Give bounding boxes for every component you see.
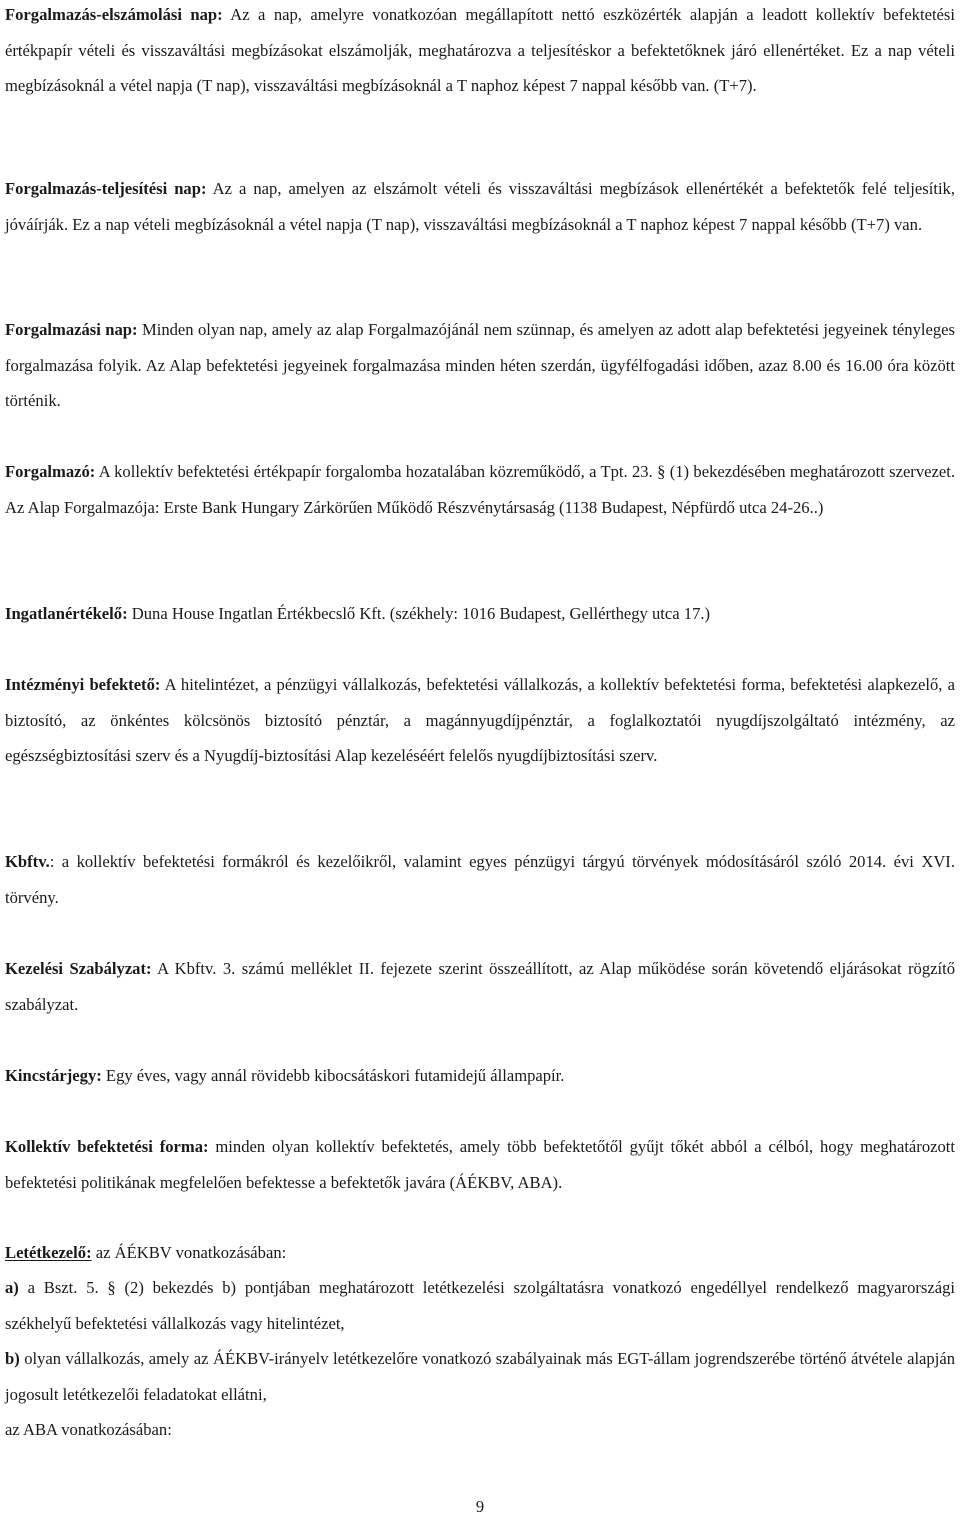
list-item-text: a Bszt. 5. § (2) bekezdés b) pontjában meghatározott letétkezelési szolgáltatásra vonatkozó engedéllyel rendelkező magyarországi székhelyű befektetési vállalkozás vagy hitelintézet, [5,1278,955,1333]
definition-text: minden olyan kollektív befektetés, amely több befektetőtől gyűjt tőkét abból a célból, hogy meghatározott befektetési politikának megfelelően befektesse a befektetők javára (ÁÉKBV, ABA). [5,1137,955,1192]
definition-letetkezelo [5,1235,955,1271]
definition-term: Kollektív befektetési forma: [5,1137,209,1156]
definition-kollektiv-befektetesi-forma [5,1129,955,1200]
definition-text: Egy éves, vagy annál rövidebb kibocsátáskori futamidejű állampapír. [101,1066,565,1085]
definition-term: Kbftv. [5,852,50,871]
definition-term: Kincstárjegy: [5,1066,102,1085]
definition-kincstarjegy [5,1058,955,1094]
definition-text: A kollektív befektetési értékpapír forgalomba hozatalában közreműködő, a Tpt. 23. § (1) bekezdésében meghatározott szervezet. Az Alap Forgalmazója: Erste Bank Hungary Zárkörűen Működő Részvénytársaság (1138 Budapest, Népfürdő utca 24-26..) [5,462,955,517]
list-item-b [5,1341,955,1412]
definition-text: : a kollektív befektetési formákról és kezelőikről, valamint egyes pénzügyi tárgyú törvények módosításáról szóló 2014. évi XVI. törvény. [5,852,955,907]
definition-term: Forgalmazás-elszámolási nap: [5,5,223,24]
definition-term: Forgalmazó: [5,462,96,481]
definition-term: Letétkezelő: [5,1243,92,1262]
plain-text: az ABA vonatkozásában: [5,1420,172,1439]
definition-forgalmazas-elszamolasi-nap [5,0,955,104]
list-item-text: olyan vállalkozás, amely az ÁÉKBV-irányelv letétkezelőre vonatkozó szabályainak más EGT-állam jogrendszerébe történő átvétele alapján jogosult letétkezelői feladatokat ellátni, [5,1349,955,1404]
definition-text: A Kbftv. 3. számú melléklet II. fejezete szerint összeállított, az Alap működése során követendő eljárásokat rögzítő szabályzat. [5,959,956,1014]
list-marker: b) [5,1349,20,1368]
definition-text: az ÁÉKBV vonatkozásában: [91,1243,287,1262]
list-item-a [5,1270,955,1341]
definition-text: Duna House Ingatlan Értékbecslő Kft. (székhely: 1016 Budapest, Gellérthegy utca 17.) [127,604,711,623]
definition-term: Forgalmazási nap: [5,320,138,339]
page-number: 9 [475,1497,485,1516]
definition-forgalmazasi-nap [5,312,955,419]
definition-forgalmazo [5,454,955,525]
definition-term: Forgalmazás-teljesítési nap: [5,179,207,198]
definition-intezmenyi-befekteto [5,667,955,774]
definition-text: A hitelintézet, a pénzügyi vállalkozás, befektetési vállalkozás, a kollektív befektetési forma, befektetési alapkezelő, a biztosító, az önkéntes kölcsönös biztosító pénztár, a magánnyugdíjpénztár, a foglalkoztatói nyugdíjszolgáltató intézmény, az egészségbiztosítási szerv és a Nyugdíj-biztosítási Alap kezeléséért felelős nyugdíjbiztosítási szerv. [5,675,955,765]
aba-heading-line [5,1412,955,1448]
definition-ingatlanertekelo [5,596,955,632]
definition-forgalmazas-teljesitesi-nap [5,171,955,242]
definition-kbftv [5,844,955,915]
definition-term: Ingatlanértékelő: [5,604,128,623]
definition-term: Intézményi befektető: [5,675,161,694]
definition-term: Kezelési Szabályzat: [5,959,152,978]
list-marker: a) [5,1278,19,1297]
definition-kezelesi-szabalyzat [5,951,955,1022]
definition-text: Minden olyan nap, amely az alap Forgalmazójánál nem szünnap, és amelyen az adott alap befektetési jegyeinek tényleges forgalmazása folyik. Az Alap befektetési jegyeinek forgalmazása minden héten szerdán, ügyfélfogadási időben, azaz 8.00 és 16.00 óra között történik. [5,320,955,410]
definition-text: Az a nap, amelyen az elszámolt vételi és visszaváltási megbízások ellenértékét a befektetők felé teljesítik, jóváírják. Ez a nap vételi megbízásoknál a vétel napja (T nap), visszaváltási megbízásoknál a T naphoz képest 7 nappal később (T+7) van. [5,179,955,234]
definition-text: Az a nap, amelyre vonatkozóan megállapított nettó eszközérték alapján a leadott kollektív befektetési értékpapír vételi és visszaváltási megbízásokat elszámolják, meghatározva a teljesítéskor a befektetőknek járó ellenértéket. Ez a nap vételi megbízásoknál a vétel napja (T nap), visszaváltási megbízásoknál a T naphoz képest 7 nappal később van. (T+7). [5,5,955,95]
